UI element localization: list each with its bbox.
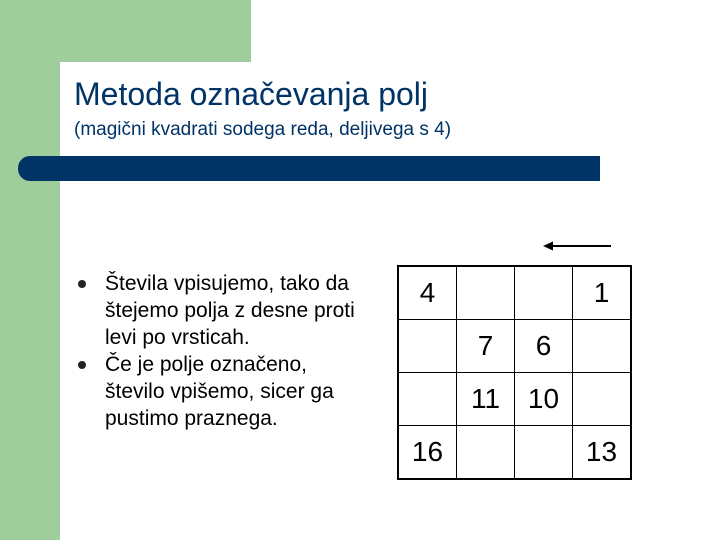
bullet-list	[78, 270, 368, 432]
grid-cell: 1	[573, 266, 632, 320]
header-bar	[18, 156, 600, 181]
grid-cell	[398, 373, 457, 426]
magic-square-grid	[397, 265, 632, 480]
grid-cell	[573, 373, 632, 426]
grid-cell: 4	[398, 266, 457, 320]
grid-cell	[457, 266, 515, 320]
grid-row	[398, 320, 631, 373]
grid-cell	[573, 320, 632, 373]
grid-cell	[515, 426, 573, 480]
grid-cell	[398, 320, 457, 373]
top-green-strip	[0, 0, 251, 62]
grid-cell	[457, 426, 515, 480]
bullet-dot-icon	[78, 280, 86, 288]
grid-cell: 16	[398, 426, 457, 480]
bullet-dot-icon	[78, 361, 86, 369]
bullet-text: Če je polje označeno, število vpišemo, sicer ga pustimo praznega.	[105, 353, 334, 430]
grid-cell: 7	[457, 320, 515, 373]
left-green-strip	[0, 0, 60, 540]
grid-row	[398, 373, 631, 426]
left-arrow-icon	[543, 238, 613, 254]
bullet-text: Števila vpisujemo, tako da štejemo polja z desne proti levi po vrsticah.	[105, 272, 355, 349]
grid-cell: 10	[515, 373, 573, 426]
bullet-item	[78, 270, 368, 351]
grid-cell: 11	[457, 373, 515, 426]
bullet-item	[78, 351, 368, 432]
grid-row	[398, 266, 631, 320]
grid-cell	[515, 266, 573, 320]
slide-title: Metoda označevanja polj	[74, 76, 429, 112]
grid-cell: 13	[573, 426, 632, 480]
grid-cell: 6	[515, 320, 573, 373]
grid-row	[398, 426, 631, 480]
slide-subtitle: (magični kvadrati sodega reda, deljivega s 4)	[74, 119, 452, 140]
